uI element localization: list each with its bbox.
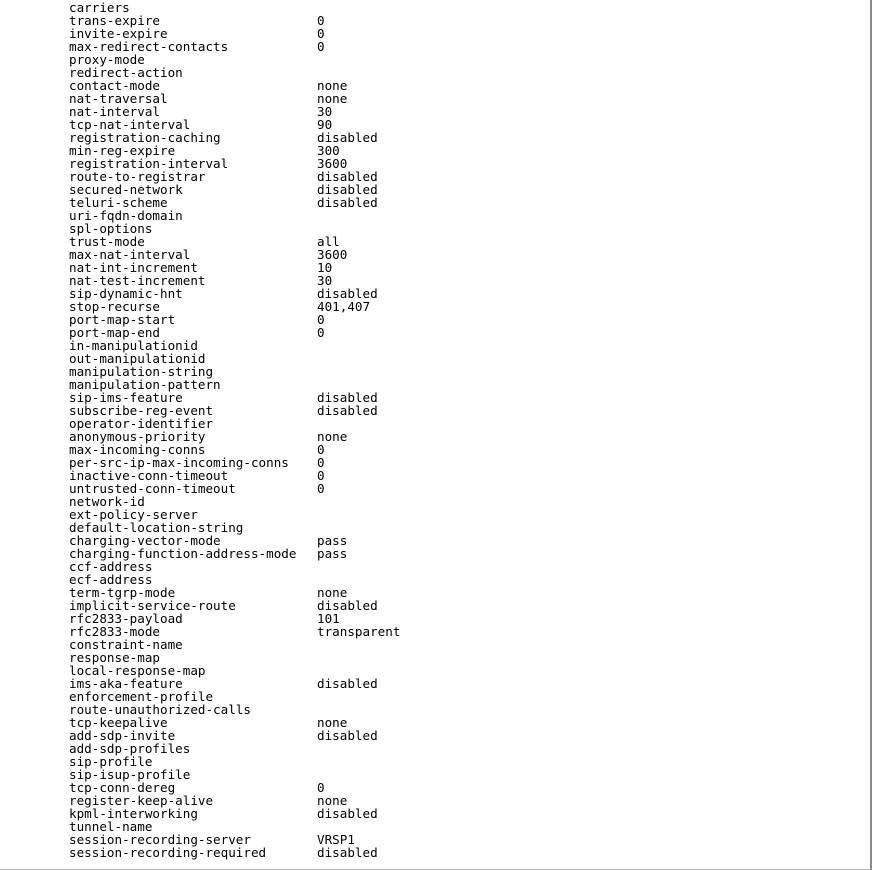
parameter-name: teluri-scheme <box>69 195 168 210</box>
config-row <box>69 40 849 53</box>
config-row <box>69 378 849 391</box>
parameter-name: min-reg-expire <box>69 143 176 158</box>
config-row <box>69 846 849 859</box>
parameter-value: 0 <box>317 468 325 483</box>
parameter-value: 30 <box>317 273 333 288</box>
parameter-value: 3600 <box>317 156 348 171</box>
parameter-name: default-location-string <box>69 520 244 535</box>
parameter-name: kpml-interworking <box>69 806 198 821</box>
parameter-name: enforcement-profile <box>69 689 214 704</box>
parameter-value: 300 <box>317 143 340 158</box>
parameter-name: charging-function-address-mode <box>69 546 297 561</box>
parameter-value: none <box>317 429 348 444</box>
parameter-name: ext-policy-server <box>69 507 198 522</box>
parameter-value: disabled <box>317 403 378 418</box>
parameter-name: nat-int-increment <box>69 260 198 275</box>
parameter-name: network-id <box>69 494 145 509</box>
parameter-value: 401,407 <box>317 299 371 314</box>
parameter-name: proxy-mode <box>69 52 145 67</box>
parameter-name: stop-recurse <box>69 299 160 314</box>
parameter-name: rfc2833-payload <box>69 611 183 626</box>
config-row <box>69 768 849 781</box>
config-row <box>69 53 849 66</box>
parameter-name: max-incoming-conns <box>69 442 206 457</box>
parameter-value: 0 <box>317 312 325 327</box>
parameter-name: nat-test-increment <box>69 273 206 288</box>
parameter-value: disabled <box>317 390 378 405</box>
parameter-name: operator-identifier <box>69 416 214 431</box>
parameter-value: all <box>317 234 340 249</box>
parameter-value: 0 <box>317 481 325 496</box>
parameter-value: 101 <box>317 611 340 626</box>
parameter-name: per-src-ip-max-incoming-conns <box>69 455 289 470</box>
parameter-name: registration-interval <box>69 156 229 171</box>
parameter-name: add-sdp-invite <box>69 728 176 743</box>
config-row <box>69 183 849 196</box>
parameter-value: 0 <box>317 39 325 54</box>
config-row <box>69 287 849 300</box>
parameter-value: none <box>317 715 348 730</box>
parameter-value: disabled <box>317 286 378 301</box>
parameter-name: nat-interval <box>69 104 160 119</box>
config-row <box>69 547 849 560</box>
parameter-name: register-keep-alive <box>69 793 214 808</box>
config-row <box>69 131 849 144</box>
parameter-value: disabled <box>317 169 378 184</box>
config-row <box>69 703 849 716</box>
parameter-name: registration-caching <box>69 130 221 145</box>
parameter-name: local-response-map <box>69 663 206 678</box>
parameter-value: 90 <box>317 117 333 132</box>
parameter-name: constraint-name <box>69 637 183 652</box>
parameter-name: max-nat-interval <box>69 247 191 262</box>
parameter-name: rfc2833-mode <box>69 624 160 639</box>
parameter-name: tcp-keepalive <box>69 715 168 730</box>
parameter-value: 10 <box>317 260 333 275</box>
config-row <box>69 638 849 651</box>
parameter-name: tcp-conn-dereg <box>69 780 176 795</box>
parameter-value: disabled <box>317 728 378 743</box>
parameter-name: port-map-start <box>69 312 176 327</box>
parameter-name: manipulation-pattern <box>69 377 221 392</box>
config-row <box>69 573 849 586</box>
parameter-name: carriers <box>69 0 130 15</box>
config-row <box>69 79 849 92</box>
parameter-name: spl-options <box>69 221 153 236</box>
parameter-name: term-tgrp-mode <box>69 585 176 600</box>
parameter-name: session-recording-server <box>69 832 251 847</box>
config-row <box>69 170 849 183</box>
config-parameter-list <box>69 1 849 859</box>
parameter-name: secured-network <box>69 182 183 197</box>
parameter-name: sip-ims-feature <box>69 390 183 405</box>
parameter-name: session-recording-required <box>69 845 267 860</box>
parameter-name: trust-mode <box>69 234 145 249</box>
parameter-name: tcp-nat-interval <box>69 117 191 132</box>
parameter-name: anonymous-priority <box>69 429 206 444</box>
parameter-name: add-sdp-profiles <box>69 741 191 756</box>
config-row <box>69 209 849 222</box>
parameter-name: charging-vector-mode <box>69 533 221 548</box>
parameter-value: none <box>317 585 348 600</box>
config-row <box>69 196 849 209</box>
parameter-value: none <box>317 78 348 93</box>
config-row <box>69 66 849 79</box>
parameter-name: nat-traversal <box>69 91 168 106</box>
parameter-name: port-map-end <box>69 325 160 340</box>
config-row <box>69 599 849 612</box>
parameter-value: pass <box>317 546 348 561</box>
config-row <box>69 482 849 495</box>
parameter-name: route-unauthorized-calls <box>69 702 251 717</box>
parameter-name: untrusted-conn-timeout <box>69 481 236 496</box>
parameter-name: inactive-conn-timeout <box>69 468 229 483</box>
parameter-name: contact-mode <box>69 78 160 93</box>
config-row <box>69 14 849 27</box>
parameter-name: sip-profile <box>69 754 153 769</box>
parameter-name: uri-fqdn-domain <box>69 208 183 223</box>
config-row <box>69 664 849 677</box>
parameter-name: subscribe-reg-event <box>69 403 214 418</box>
config-row <box>69 274 849 287</box>
config-row <box>69 612 849 625</box>
parameter-name: implicit-service-route <box>69 598 236 613</box>
config-row <box>69 625 849 638</box>
parameter-value: disabled <box>317 130 378 145</box>
parameter-value: disabled <box>317 182 378 197</box>
parameter-name: sip-dynamic-hnt <box>69 286 183 301</box>
parameter-value: disabled <box>317 598 378 613</box>
parameter-name: invite-expire <box>69 26 168 41</box>
parameter-value: 30 <box>317 104 333 119</box>
parameter-name: in-manipulationid <box>69 338 198 353</box>
config-row <box>69 560 849 573</box>
parameter-value: 3600 <box>317 247 348 262</box>
config-row <box>69 1 849 14</box>
parameter-value: pass <box>317 533 348 548</box>
parameter-value: disabled <box>317 195 378 210</box>
parameter-value: VRSP1 <box>317 832 355 847</box>
parameter-value: 0 <box>317 13 325 28</box>
parameter-value: 0 <box>317 455 325 470</box>
parameter-value: disabled <box>317 676 378 691</box>
config-row <box>69 742 849 755</box>
parameter-name: route-to-registrar <box>69 169 206 184</box>
parameter-name: ims-aka-feature <box>69 676 183 691</box>
parameter-value: 0 <box>317 780 325 795</box>
parameter-name: max-redirect-contacts <box>69 39 229 54</box>
parameter-name: redirect-action <box>69 65 183 80</box>
parameter-value: 0 <box>317 442 325 457</box>
parameter-value: none <box>317 793 348 808</box>
parameter-name: ecf-address <box>69 572 153 587</box>
parameter-name: response-map <box>69 650 160 665</box>
config-row <box>69 716 849 729</box>
parameter-name: tunnel-name <box>69 819 153 834</box>
config-row <box>69 92 849 105</box>
parameter-value: none <box>317 91 348 106</box>
config-row <box>69 222 849 235</box>
parameter-value: disabled <box>317 806 378 821</box>
parameter-value: disabled <box>317 845 378 860</box>
parameter-name: out-manipulationid <box>69 351 206 366</box>
parameter-value: transparent <box>317 624 401 639</box>
parameter-name: trans-expire <box>69 13 160 28</box>
config-row <box>69 313 849 326</box>
parameter-value: 0 <box>317 26 325 41</box>
config-row <box>69 300 849 313</box>
parameter-value: 0 <box>317 325 325 340</box>
config-row <box>69 807 849 820</box>
parameter-name: sip-isup-profile <box>69 767 191 782</box>
parameter-name: ccf-address <box>69 559 153 574</box>
parameter-name: manipulation-string <box>69 364 214 379</box>
